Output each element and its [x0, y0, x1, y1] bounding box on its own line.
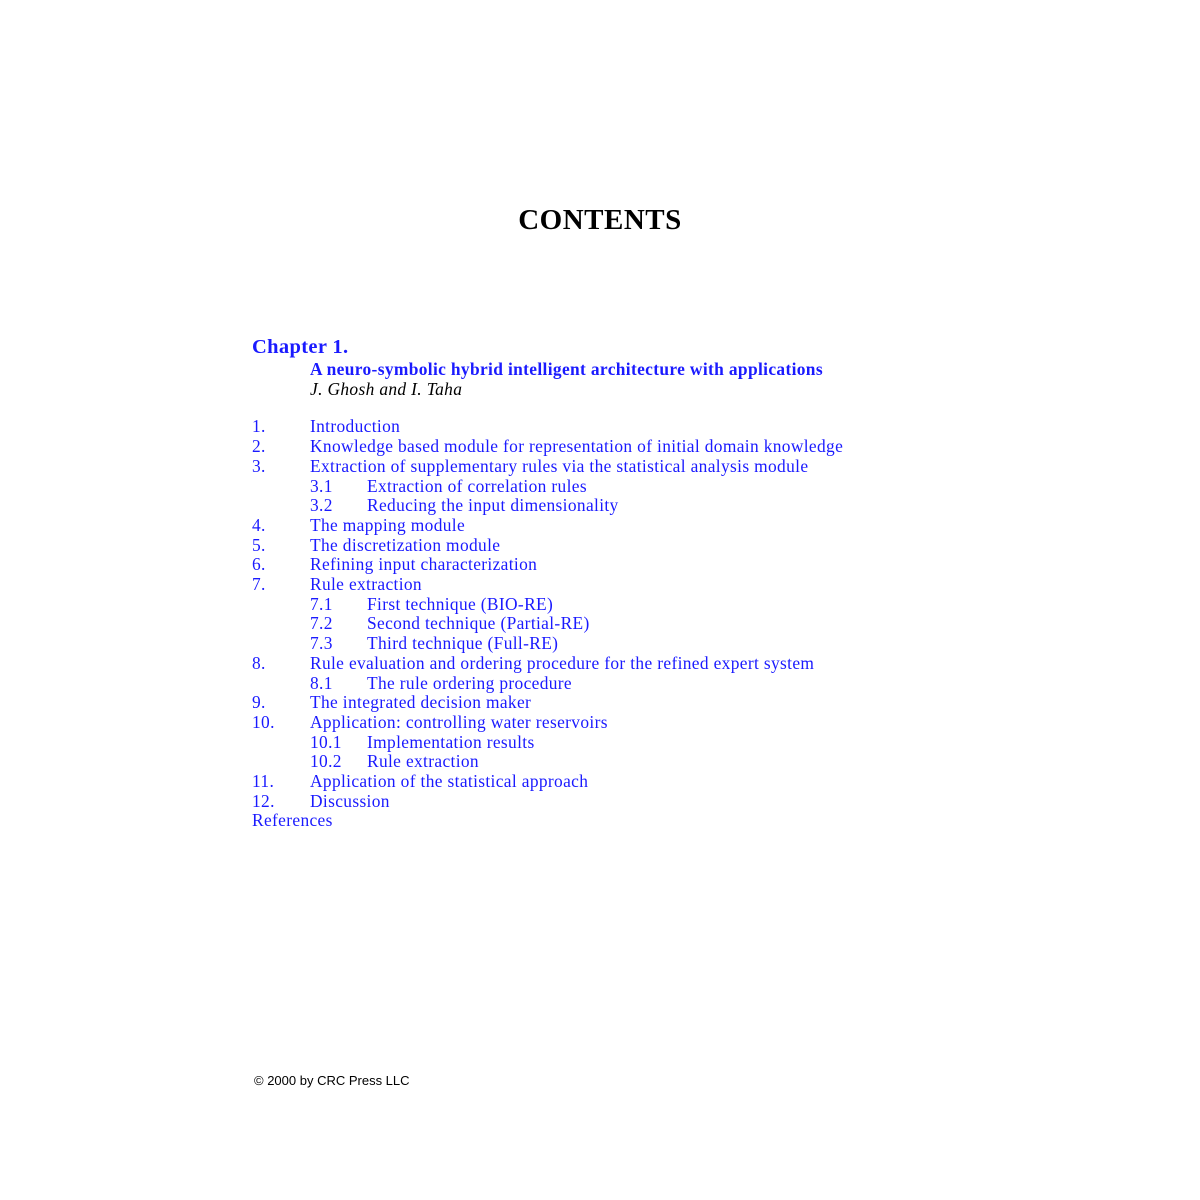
toc-entry-5[interactable]: [252, 536, 952, 556]
toc-entry-label[interactable]: The mapping module: [310, 514, 466, 535]
toc-subentry-label[interactable]: Second technique (Partial-RE): [367, 613, 590, 634]
toc-entry-9[interactable]: [252, 693, 952, 713]
toc-entry-label[interactable]: Rule extraction: [310, 574, 422, 595]
copyright-notice: © 2000 by CRC Press LLC: [254, 1073, 410, 1088]
toc-entry-number: 7.: [252, 574, 266, 595]
table-of-contents: [252, 335, 952, 831]
toc-entry-number: 12.: [252, 790, 275, 811]
toc-subentry-10-1[interactable]: [310, 733, 952, 753]
toc-entry-label[interactable]: The discretization module: [310, 534, 501, 555]
toc-subentry-3-1[interactable]: [310, 477, 952, 497]
toc-subentry-label[interactable]: Reducing the input dimensionality: [367, 495, 619, 516]
toc-subentry-7-3[interactable]: [310, 634, 952, 654]
toc-subentry-10-2[interactable]: [310, 752, 952, 772]
chapter-label[interactable]: Chapter 1.: [252, 336, 349, 358]
references-link[interactable]: References: [252, 810, 333, 831]
toc-entry-label[interactable]: Discussion: [310, 790, 390, 811]
toc-entry-number: 11.: [252, 771, 275, 792]
toc-entry-8[interactable]: [252, 654, 952, 674]
toc-subentry-number: 7.3: [310, 633, 333, 654]
toc-subentry-label[interactable]: Implementation results: [367, 731, 535, 752]
toc-entry-7[interactable]: [252, 575, 952, 595]
toc-entry-label[interactable]: Application: controlling water reservoirs: [310, 711, 608, 732]
toc-entry-number: 6.: [252, 554, 266, 575]
toc-subentry-number: 3.1: [310, 475, 333, 496]
toc-subentry-label[interactable]: The rule ordering procedure: [367, 672, 573, 693]
toc-subentry-label[interactable]: Extraction of correlation rules: [367, 475, 587, 496]
toc-subentry-label[interactable]: First technique (BIO-RE): [367, 593, 554, 614]
toc-entry-2[interactable]: [252, 437, 952, 457]
toc-subentry-number: 10.1: [310, 731, 342, 752]
toc-subentry-number: 3.2: [310, 495, 333, 516]
toc-entry-number: 4.: [252, 514, 266, 535]
toc-entry-4[interactable]: [252, 516, 952, 536]
toc-subentry-number: 8.1: [310, 672, 333, 693]
toc-entry-1[interactable]: [252, 417, 952, 437]
toc-entry-number: 3.: [252, 455, 266, 476]
toc-entry-number: 5.: [252, 534, 266, 555]
toc-entry-number: 8.: [252, 652, 266, 673]
toc-entry-label[interactable]: Introduction: [310, 416, 401, 437]
chapter-authors: J. Ghosh and I. Taha: [310, 378, 463, 399]
toc-entry-6[interactable]: [252, 555, 952, 575]
toc-entry-label[interactable]: Rule evaluation and ordering procedure for the refined expert system: [310, 652, 815, 673]
toc-entry-number: 2.: [252, 436, 266, 457]
toc-subentry-number: 10.2: [310, 751, 342, 772]
toc-entry-11[interactable]: [252, 772, 952, 792]
toc-subentry-8-1[interactable]: [310, 674, 952, 694]
toc-subentry-7-2[interactable]: [310, 614, 952, 634]
toc-entry-label[interactable]: Refining input characterization: [310, 554, 538, 575]
toc-entry-label[interactable]: Application of the statistical approach: [310, 771, 589, 792]
toc-entry-label[interactable]: The integrated decision maker: [310, 692, 532, 713]
toc-entry-10[interactable]: [252, 713, 952, 733]
toc-entry-label[interactable]: Extraction of supplementary rules via the statistical analysis module: [310, 455, 809, 476]
toc-subentry-number: 7.2: [310, 613, 333, 634]
toc-entry-label[interactable]: Knowledge based module for representation of initial domain knowledge: [310, 436, 844, 457]
toc-subentry-label[interactable]: Rule extraction: [367, 751, 479, 772]
toc-entry-12[interactable]: [252, 792, 952, 812]
page-title: CONTENTS: [518, 204, 682, 236]
toc-entry-number: 9.: [252, 692, 266, 713]
toc-entry-number: 1.: [252, 416, 266, 437]
toc-subentry-7-1[interactable]: [310, 595, 952, 615]
toc-entry-3[interactable]: [252, 457, 952, 477]
chapter-title[interactable]: A neuro-symbolic hybrid intelligent architecture with applications: [310, 359, 823, 379]
toc-entry-number: 10.: [252, 711, 275, 732]
toc-subentry-label[interactable]: Third technique (Full-RE): [367, 633, 559, 654]
toc-subentry-3-2[interactable]: [310, 496, 952, 516]
toc-subentry-number: 7.1: [310, 593, 333, 614]
